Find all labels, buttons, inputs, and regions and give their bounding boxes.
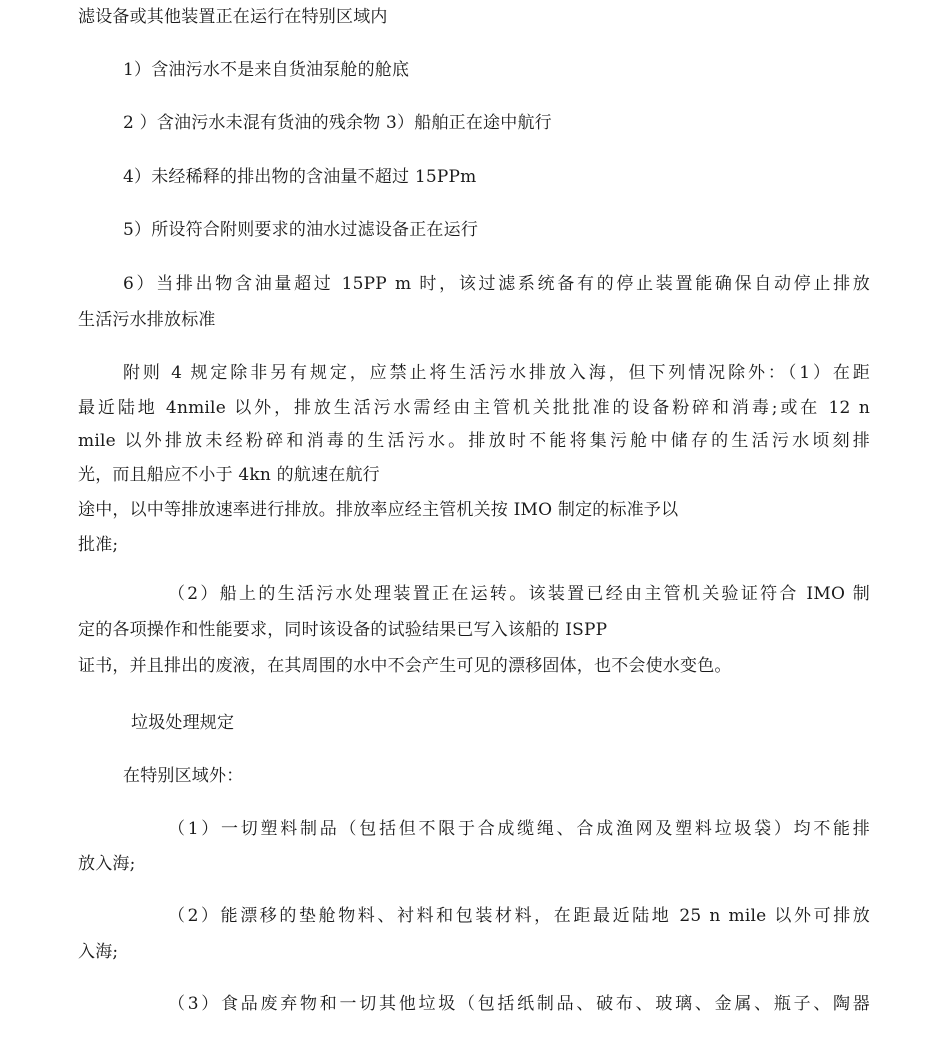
text-line: 最近陆地 4nmile 以外，排放生活污水需经由主管机关批批准的设备粉碎和消毒;或在 12 n	[78, 398, 870, 418]
sub-heading: 在特别区域外：	[123, 766, 244, 786]
text-line: 光，而且船应不小于 4kn 的航速在航行	[78, 465, 380, 485]
text-line: 证书，并且排出的废液，在其周围的水中不会产生可见的漂移固体，也不会使水变色。	[78, 656, 732, 676]
text-line: （2）船上的生活污水处理装置正在运转。该装置已经由主管机关验证符合 IMO 制	[168, 584, 870, 604]
text-line: 附则 4 规定除非另有规定，应禁止将生活污水排放入海，但下列情况除外：（1）在距	[123, 363, 870, 383]
text-line: 放入海;	[78, 854, 136, 874]
text-line: （3）食品废弃物和一切其他垃圾（包括纸制品、破布、玻璃、金属、瓶子、陶器	[168, 994, 870, 1014]
text-line: mile 以外排放未经粉碎和消毒的生活污水。排放时不能将集污舱中储存的生活污水顷刻排	[78, 431, 870, 451]
text-line: 5）所设符合附则要求的油水过滤设备正在运行	[123, 220, 479, 240]
text-line: （1）一切塑料制品（包括但不限于合成缆绳、合成渔网及塑料垃圾袋）均不能排	[168, 819, 870, 839]
section-heading: 垃圾处理规定	[131, 713, 235, 733]
text-line: 2 ）含油污水未混有货油的残余物 3）船舶正在途中航行	[123, 113, 552, 133]
text-line: 6）当排出物含油量超过 15PP m 时，该过滤系统备有的停止装置能确保自动停止排放	[123, 274, 870, 294]
text-line: （2）能漂移的垫舱物料、衬料和包装材料，在距最近陆地 25 n mile 以外可排放	[168, 906, 870, 926]
text-line: 入海;	[78, 942, 119, 962]
text-line: 途中，以中等排放速率进行排放。排放率应经主管机关按 IMO 制定的标准予以	[78, 500, 679, 520]
text-line: 定的各项操作和性能要求，同时该设备的试验结果已写入该船的 ISPP	[78, 620, 608, 640]
section-heading: 生活污水排放标准	[78, 310, 216, 330]
text-line: 4）未经稀释的排出物的含油量不超过 15PPm	[123, 167, 477, 187]
text-line: 批准;	[78, 535, 119, 555]
text-line: 滤设备或其他装置正在运行在特别区域内	[78, 7, 388, 27]
text-line: 1）含油污水不是来自货油泵舱的舱底	[123, 60, 410, 80]
